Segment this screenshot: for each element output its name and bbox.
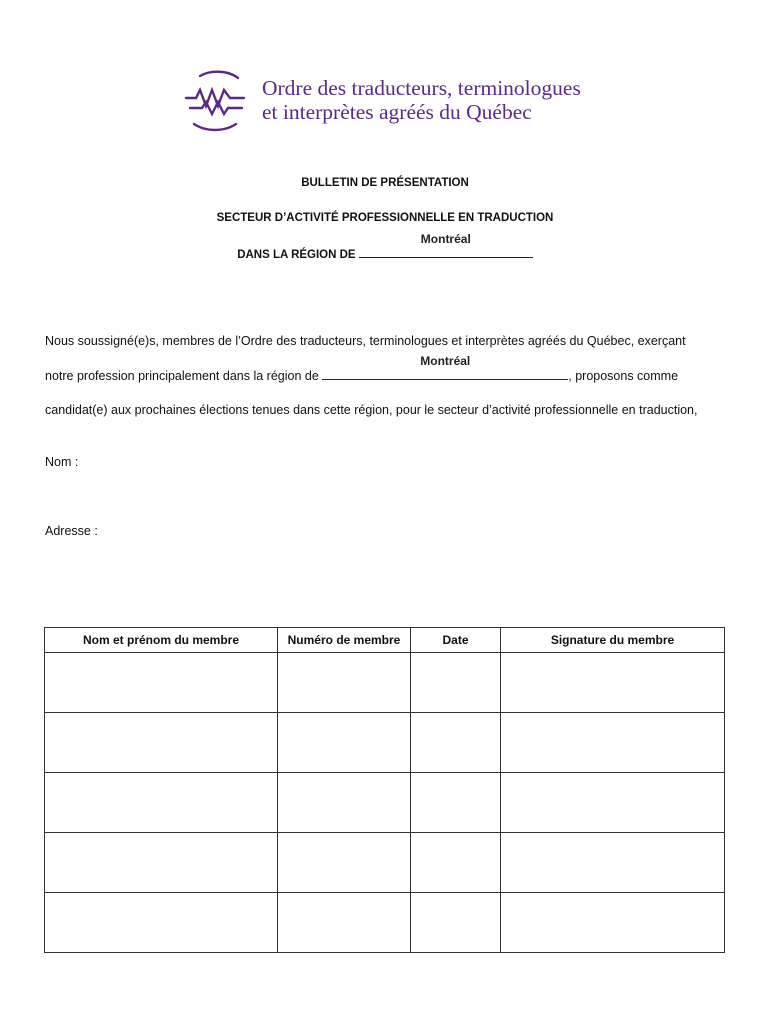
region-label: DANS LA RÉGION DE	[237, 249, 359, 261]
date-cell[interactable]	[411, 653, 501, 713]
body-line-2-after: , proposons comme	[568, 369, 679, 383]
signature-cell[interactable]	[501, 893, 725, 953]
nom-label: Nom :	[45, 455, 79, 469]
signature-cell[interactable]	[501, 773, 725, 833]
members-table	[44, 627, 725, 953]
date-cell[interactable]	[411, 893, 501, 953]
region-field[interactable]	[359, 232, 533, 258]
member-name-cell[interactable]	[45, 773, 278, 833]
document-title: BULLETIN DE PRÉSENTATION	[301, 177, 469, 189]
table-row	[45, 653, 725, 713]
member-name-cell[interactable]	[45, 893, 278, 953]
member-number-cell[interactable]	[278, 893, 411, 953]
body-line-3: candidat(e) aux prochaines élections tenues dans cette région, pour le secteur d’activité professionnelle en traduction,	[45, 403, 698, 417]
otTiaq-logo	[180, 68, 610, 134]
logo-line-1: Ordre des traducteurs, terminologues	[262, 76, 581, 100]
table-row	[45, 893, 725, 953]
member-name-cell[interactable]	[45, 833, 278, 893]
body-line-2	[45, 354, 679, 383]
region-line	[0, 232, 770, 261]
member-number-cell[interactable]	[278, 653, 411, 713]
table-row	[45, 833, 725, 893]
logo-mark-icon	[180, 68, 250, 134]
body-line-1: Nous soussigné(e)s, membres de l’Ordre des traducteurs, terminologues et interprètes agréés du Québec, exerçant	[45, 334, 686, 348]
header-member-name: Nom et prénom du membre	[45, 628, 278, 653]
date-cell[interactable]	[411, 713, 501, 773]
profession-region-field[interactable]	[322, 354, 568, 380]
member-number-cell[interactable]	[278, 713, 411, 773]
adresse-label: Adresse :	[45, 524, 98, 538]
date-cell[interactable]	[411, 833, 501, 893]
header-signature: Signature du membre	[501, 628, 725, 653]
document-subtitle: SECTEUR D’ACTIVITÉ PROFESSIONNELLE EN TRADUCTION	[216, 212, 554, 224]
logo-line-2: et interprètes agréés du Québec	[262, 100, 532, 124]
date-cell[interactable]	[411, 773, 501, 833]
signature-cell[interactable]	[501, 713, 725, 773]
signature-cell[interactable]	[501, 833, 725, 893]
table-header-row	[45, 628, 725, 653]
profession-region-value: Montréal	[420, 354, 471, 368]
member-number-cell[interactable]	[278, 833, 411, 893]
body-line-2-before: notre profession principalement dans la région de	[45, 369, 323, 383]
member-name-cell[interactable]	[45, 653, 278, 713]
member-name-cell[interactable]	[45, 713, 278, 773]
member-number-cell[interactable]	[278, 773, 411, 833]
header-member-number: Numéro de membre	[278, 628, 411, 653]
table-row	[45, 713, 725, 773]
signature-cell[interactable]	[501, 653, 725, 713]
header-date: Date	[411, 628, 501, 653]
table-row	[45, 773, 725, 833]
region-value: Montréal	[420, 232, 471, 246]
